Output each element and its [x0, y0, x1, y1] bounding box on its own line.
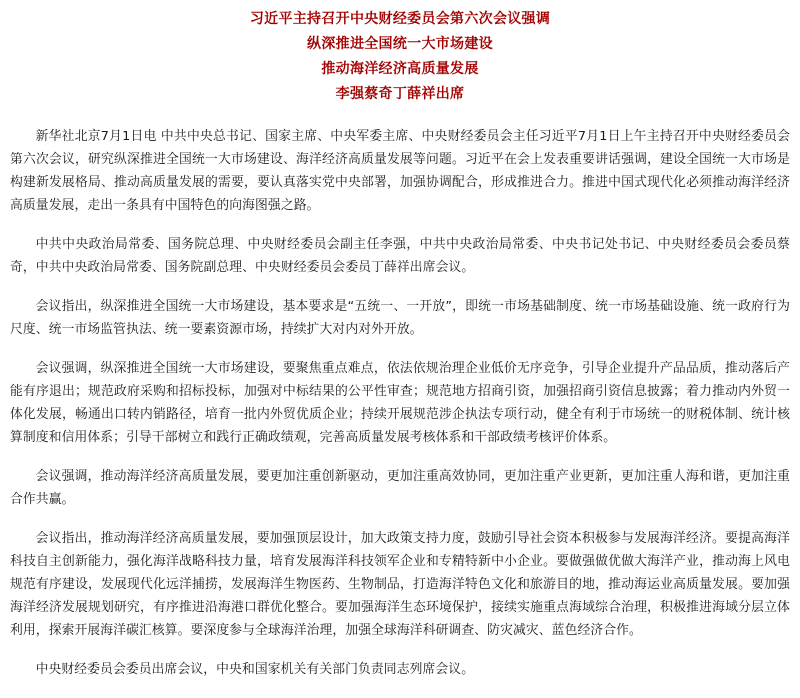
paragraph-attendees: 中共中央政治局常委、国务院总理、中央财经委员会副主任李强，中共中央政治局常委、中央书记处书记、中央财经委员会委员蔡奇，中共中央政治局常委、国务院副总理、中央财经委员会委员丁薛祥出席会议。 — [10, 237, 790, 275]
paragraph-ocean-measures: 会议指出，推动海洋经济高质量发展，要加强顶层设计，加大政策支持力度，鼓励引导社会资本积极参与发展海洋经济。要提高海洋科技自主创新能力，强化海洋战略科技力量，培育发展海洋科技领军企业和专精特新中小企业。要做强做优做大海洋产业，推动海上风电规范有序建设，发展现代化远洋捕捞，发展海洋生物医药、生物制品，打造海洋特色文化和旅游目的地，推动海运业高质量发展。要加强海洋经济发展规划研究，有序推进沿海港口群优化整合。要加强海洋生态环境保护，接续实施重点海域综合治理，积极推进海域分层立体利用，探索开展海洋碳汇核算。要深度参与全球海洋治理，加强全球海洋科研调查、防灾减灾、蓝色经济合作。 — [10, 531, 790, 638]
subheadline-3: 李强蔡奇丁薛祥出席 — [335, 86, 465, 102]
subheadline-1: 纵深推进全国统一大市场建设 — [307, 36, 493, 52]
article-body — [10, 125, 790, 681]
subheadline-2: 推动海洋经济高质量发展 — [321, 61, 479, 77]
paragraph-market-requirements: 会议指出，纵深推进全国统一大市场建设，基本要求是“五统一、一开放”，即统一市场基础制度、统一市场基础设施、统一政府行为尺度、统一市场监管执法、统一要素资源市场，持续扩大对内对外开放。 — [10, 299, 790, 337]
paragraph-closing: 中央财经委员会委员出席会议，中央和国家机关有关部门负责同志列席会议。 — [35, 662, 475, 677]
news-article — [10, 0, 790, 681]
paragraph-market-measures: 会议强调，纵深推进全国统一大市场建设，要聚焦重点难点，依法依规治理企业低价无序竞争，引导企业提升产品品质，推动落后产能有序退出；规范政府采购和招标投标，加强对中标结果的公平性审查；规范地方招商引资，加强招商引资信息披露；着力推动内外贸一体化发展，畅通出口转内销路径，培育一批内外贸优质企业；持续开展规范涉企执法专项行动，健全有利于市场统一的财税体制、统计核算制度和信用体系；引导干部树立和践行正确政绩观，完善高质量发展考核体系和干部政绩考核评价体系。 — [10, 361, 790, 445]
headline-block — [10, 7, 790, 107]
paragraph-ocean-principles: 会议强调，推动海洋经济高质量发展，要更加注重创新驱动，更加注重高效协同，更加注重产业更新，更加注重人海和谐，更加注重合作共赢。 — [10, 469, 790, 507]
main-headline: 习近平主持召开中央财经委员会第六次会议强调 — [249, 11, 551, 27]
paragraph-lead: 新华社北京7月1日电 中共中央总书记、国家主席、中央军委主席、中央财经委员会主任习近平7月1日上午主持召开中央财经委员会第六次会议，研究纵深推进全国统一大市场建设、海洋经济高质量发展等问题。习近平在会上发表重要讲话强调，建设全国统一大市场是构建新发展格局、推动高质量发展的需要，要认真落实党中央部署，加强协调配合，形成推进合力。推进中国式现代化必须推动海洋经济高质量发展，走出一条具有中国特色的向海图强之路。 — [10, 129, 790, 213]
